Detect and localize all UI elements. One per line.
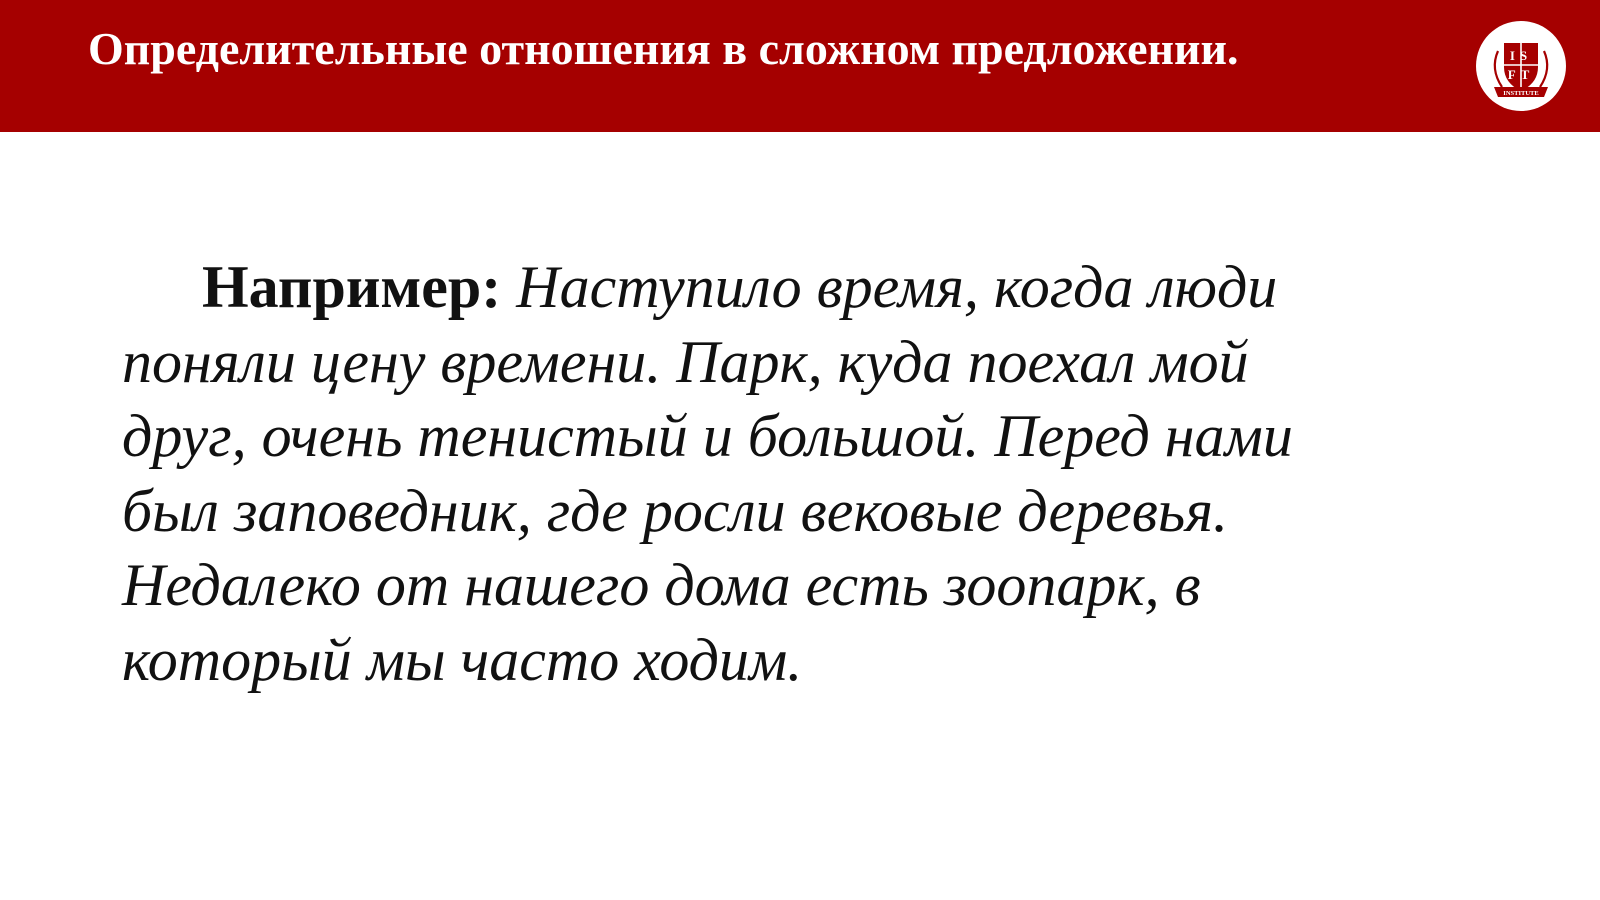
institute-logo [1476, 21, 1566, 111]
example-lead-label: Например: [202, 254, 517, 320]
logo-letters-bottom: FT [1507, 67, 1535, 82]
logo-caption: INSTITUTE [1503, 90, 1539, 97]
example-paragraph [122, 250, 1382, 697]
slide-title: Определительные отношения в сложном предложении. [88, 23, 1239, 74]
header-bar [0, 0, 1600, 132]
logo-letters-top: IS [1509, 48, 1533, 63]
institute-crest-icon [1476, 21, 1566, 111]
example-sentences: Наступило время, когда люди поняли цену времени. Парк, куда поехал мой друг, очень тенистый и большой. Перед нами был заповедник, где росли вековые деревья. Недалеко от нашего дома есть зоопарк, в который мы часто ходим. [122, 254, 1293, 693]
